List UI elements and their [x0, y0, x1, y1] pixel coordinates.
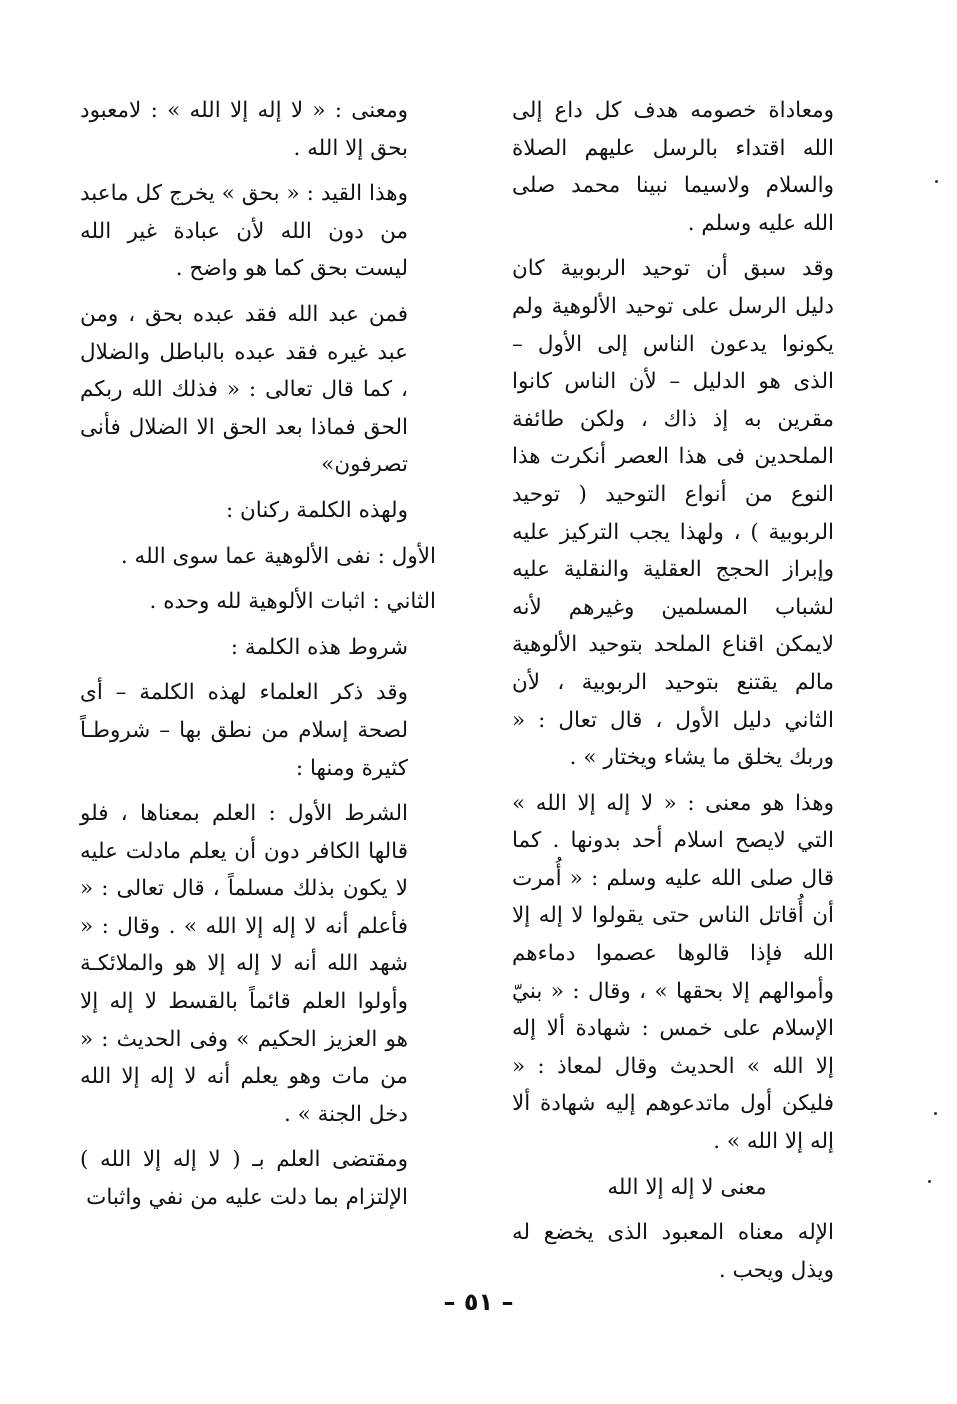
page-number: – ٥١ –: [443, 1288, 514, 1316]
scan-speck: [935, 180, 938, 183]
paragraph: الأول : نفى الألوهية عما سوى الله .: [120, 543, 436, 569]
paragraph: ومقتضى العلم بـ ( لا إله إلا الله ) الإلتزام بما دلت عليه من نفي واثبات: [80, 1147, 408, 1211]
paragraph: ومعنى : « لا إله إلا الله » : لامعبود بحق إلا الله .: [80, 98, 408, 161]
paragraph: وقد ذكر العلماء لهذه الكلمة – أى لصحة إسلام من نطق بها – شروطـاً كثيرة ومنها :: [80, 680, 408, 781]
paragraph: الشرط الأول : العلم بمعناها ، فلو قالها الكافر دون أن يعلم مادلت عليه لا يكون بذلك مسلماً ، قال تعالى : « فأعلم أنه لا إله إلا الله » . وقال : « شهد الله أنه لا إله إلا هو والملائكـة وأولوا العلم قائماً بالقسط لا إله إلا هو العزيز الحكيم » وفى الحديث : « من مات وهو يعلم أنه لا إله إلا الله دخل الجنة » .: [80, 801, 408, 1127]
paragraph: فمن عبد الله فقد عبده بحق ، ومن عبد غيره فقد عبده بالباطل والضلال ، كما قال تعالى : « فذلك الله ربكم الحق فماذا بعد الحق الا الضلال فأنى تصرفون»: [80, 301, 408, 478]
paragraph: وقد سبق أن توحيد الربوبية كان دليل الرسل على توحيد الألوهية ولم يكونوا يدعون الناس إلى الأول – الذى هو الدليل – لأن الناس كانوا مقرين به إذ ذاك ، ولكن طائفة الملحدين فى هذا العصر أنكرت هذا النوع من أنواع التوحيد ( توحيد الربوبية ) ، ولهذا يجب التركيز عليه وإبراز الحجج العقلية والنقلية عليه لشباب المسلمين وغيرهم لأنه لايمكن اقناع الملحد بتوحيد الألوهية مالم يقتنع بتوحيد الربوبية ، لأن الثاني دليل الأول ، قال تعال : « وربك يخلق ما يشاء ويختار » .: [512, 256, 834, 771]
right-column: [512, 92, 862, 1289]
scan-speck: [928, 1180, 931, 1183]
left-column: [80, 92, 436, 1217]
paragraph: ولهذه الكلمة ركنان :: [225, 497, 408, 523]
paragraph: الثاني : اثبات الألوهية لله وحده .: [149, 589, 436, 615]
paragraph: وهذا هو معنى : « لا إله إلا الله » التي لايصح اسلام أحد بدونها . كما قال صلى الله عليه وسلم : « أُمرت أن أُقاتل الناس حتى يقولوا لا إله إلا الله فإذا قالوها عصموا دماءهم وأموالهم إلا بحقها » ، وقال : « بنيّ الإسلام على خمس : شهادة ألا إله إلا الله » الحديث وقال لمعاذ : « فليكن أول ماتدعوهم إليه شهادة ألا إله إلا الله » .: [512, 790, 834, 1155]
paragraph: وهذا القيد : « بحق » يخرج كل ماعبد من دون الله لأن عبادة غير الله ليست بحق كما هو واضح .: [80, 181, 408, 282]
section-heading: شروط هذه الكلمة :: [230, 634, 408, 660]
section-heading: معنى لا إله إلا الله: [607, 1174, 767, 1200]
scan-speck: [934, 1112, 937, 1115]
paragraph: الإله معناه المعبود الذى يخضع له ويذل ويحب .: [512, 1220, 834, 1283]
paragraph: ومعاداة خصومه هدف كل داع إلى الله اقتداء بالرسل عليهم الصلاة والسلام ولاسيما نبينا محمد صلى الله عليه وسلم .: [512, 98, 834, 236]
